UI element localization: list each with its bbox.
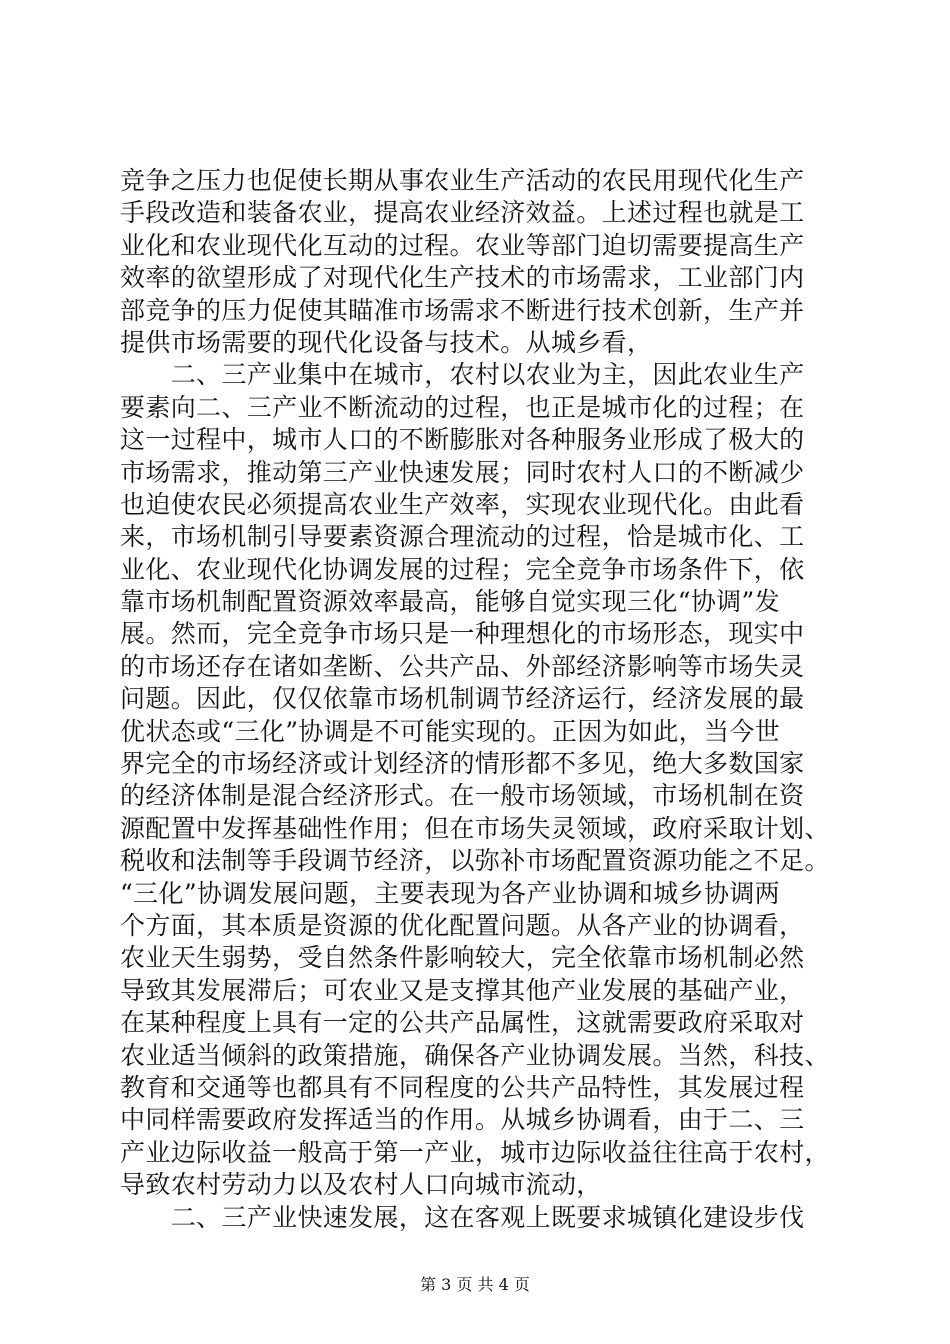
text-line: 竞争之压力也促使长期从事农业生产活动的农民用现代化生产 [120, 166, 805, 195]
text-line: 也迫使农民必须提高农业生产效率，实现农业现代化。由此看 [120, 489, 805, 519]
text-line: 界完全的市场经济或计划经济的情形都不多见，绝大多数国家 [120, 749, 805, 779]
text-line: 导致农村劳动力以及农村人口向城市流动， [120, 1170, 602, 1200]
text-line: 二、三产业快速发展，这在客观上既要求城镇化建设步伐 [120, 1202, 805, 1232]
page-footer: 第 3 页 共 4 页 [420, 1275, 530, 1294]
text-line: 部竞争的压力促使其瞄准市场需求不断进行技术创新，生产并 [120, 295, 805, 325]
text-line: 在某种程度上具有一定的公共产品属性，这就需要政府采取对 [120, 1008, 805, 1038]
text-line: 效率的欲望形成了对现代化生产技术的市场需求，工业部门内 [120, 263, 805, 293]
text-line: 手段改造和装备农业，提高农业经济效益。上述过程也就是工 [120, 198, 805, 228]
text-line: 源配置中发挥基础性作用；但在市场失灵领域，政府采取计划、 [120, 813, 830, 843]
text-line: 税收和法制等手段调节经济，以弥补市场配置资源功能之不足。 [120, 846, 830, 876]
text-line: 要素向二、三产业不断流动的过程，也正是城市化的过程；在 [120, 392, 805, 422]
text-line: 展。然而，完全竞争市场只是一种理想化的市场形态，现实中 [120, 619, 805, 649]
text-line: 教育和交通等也都具有不同程度的公共产品特性，其发展过程 [120, 1072, 805, 1102]
text-line: 个方面，其本质是资源的优化配置问题。从各产业的协调看， [120, 910, 805, 940]
text-line: 这一过程中，城市人口的不断膨胀对各种服务业形成了极大的 [120, 425, 805, 455]
text-line: 产业边际收益一般高于第一产业，城市边际收益往往高于农村， [120, 1137, 830, 1167]
text-line: 导致其发展滞后；可农业又是支撑其他产业发展的基础产业， [120, 975, 805, 1005]
text-line: 的经济体制是混合经济形式。在一般市场领域，市场机制在资 [120, 781, 805, 811]
text-line: 靠市场机制配置资源效率最高，能够自觉实现三化“协调”发 [120, 587, 781, 617]
text-line: 优状态或“三化”协调是不可能实现的。正因为如此，当今世 [120, 716, 781, 746]
text-line: 中同样需要政府发挥适当的作用。从城乡协调看，由于二、三 [120, 1105, 805, 1135]
text-line: 问题。因此，仅仅依靠市场机制调节经济运行，经济发展的最 [120, 684, 805, 714]
body-text [120, 165, 840, 1234]
text-line: 市场需求，推动第三产业快速发展；同时农村人口的不断减少 [120, 457, 805, 487]
text-line: 业化和农业现代化互动的过程。农业等部门迫切需要提高生产 [120, 230, 805, 260]
text-line: 提供市场需要的现代化设备与技术。从城乡看， [120, 327, 653, 357]
text-line: 的市场还存在诸如垄断、公共产品、外部经济影响等市场失灵 [120, 651, 805, 681]
text-line: 来，市场机制引导要素资源合理流动的过程，恰是城市化、工 [120, 522, 805, 552]
text-line: 业化、农业现代化协调发展的过程；完全竞争市场条件下，依 [120, 554, 805, 584]
text-line: “三化”协调发展问题，主要表现为各产业协调和城乡协调两 [120, 878, 781, 908]
text-line: 农业适当倾斜的政策措施，确保各产业协调发展。当然，科技、 [120, 1040, 830, 1070]
text-line: 二、三产业集中在城市，农村以农业为主，因此农业生产 [120, 360, 805, 390]
text-line: 农业天生弱势，受自然条件影响较大，完全依靠市场机制必然 [120, 943, 805, 973]
